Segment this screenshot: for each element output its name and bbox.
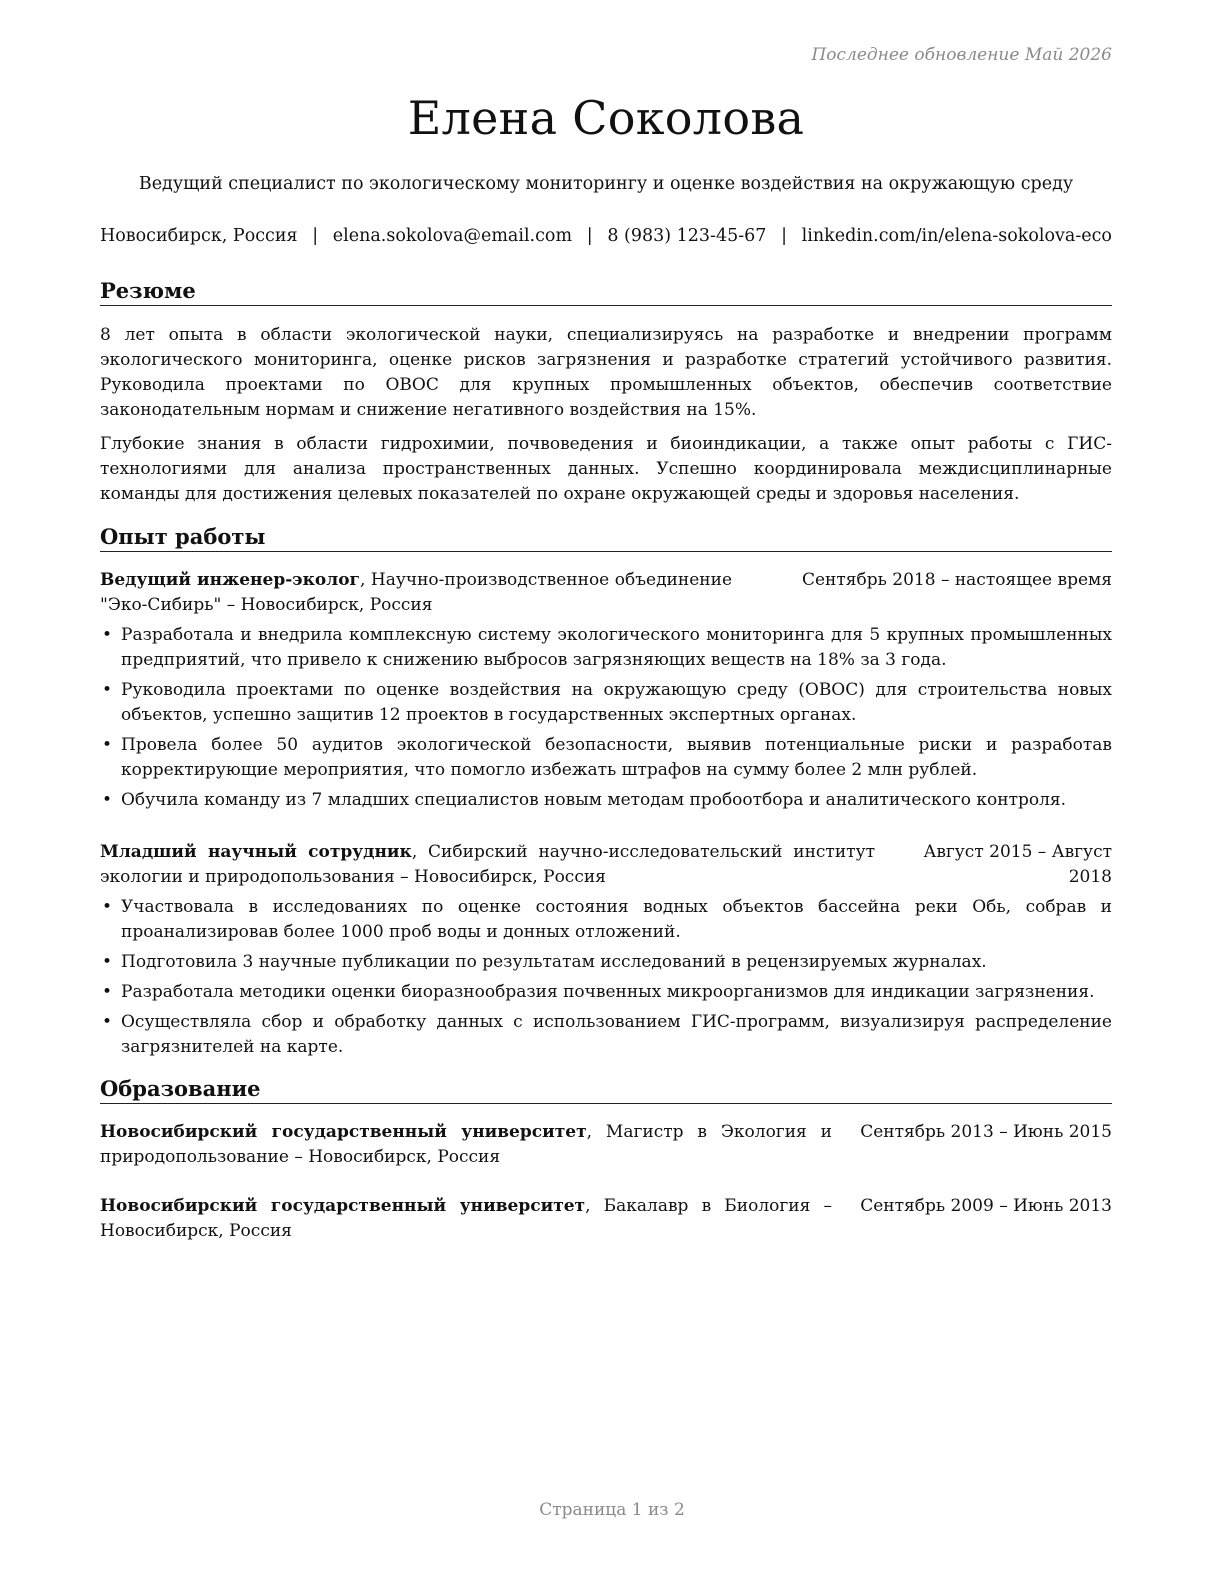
bullet-list [100, 895, 1112, 1060]
job-title: Ведущий инженер-эколог [100, 570, 360, 590]
entry-header [100, 840, 1112, 890]
last-updated-note: Последнее обновление Май 2026 [811, 45, 1112, 65]
bullet-item: • Разработала методики оценки биоразнообразия почвенных микроорганизмов для индикации загрязнения. [100, 980, 1112, 1005]
page-footer: Страница 1 из 2 [539, 1500, 685, 1520]
bullet-item: • Руководила проектами по оценке воздействия на окружающую среду (ОВОС) для строительства новых объектов, успешно защитив 12 проектов в государственных экспертных органах. [100, 678, 1112, 728]
degree-details: , Бакалавр в Биология – Новосибирск, Россия [100, 1196, 833, 1241]
summary-paragraph: Глубокие знания в области гидрохимии, почвоведения и биоиндикации, а также опыт работы с ГИС-технологиями для анализа пространственных данных. Успешно координировала междисциплинарные команды для достижения целевых показателей по охране окружающей среды и здоровья населения. [100, 434, 1112, 504]
contact-separator: | [312, 226, 319, 246]
bullet-item: • Обучила команду из 7 младших специалистов новым методам пробоотбора и аналитического контроля. [100, 788, 1112, 813]
education-entry [100, 1120, 1112, 1170]
experience-entry [100, 568, 1112, 813]
entry-header [100, 568, 1112, 618]
resume-page [100, 40, 1112, 1244]
section-title-education: Образование [100, 1076, 1112, 1104]
contact-phone: 8 (983) 123-45-67 [607, 226, 767, 246]
bullet-item: • Участвовала в исследованиях по оценке состояния водных объектов бассейна реки Обь, собрав и проанализировав более 1000 проб воды и донных отложений. [100, 895, 1112, 945]
education-entry [100, 1194, 1112, 1244]
headline: Ведущий специалист по экологическому мониторингу и оценке воздействия на окружающую среду [138, 174, 1074, 194]
entry-role-org [100, 568, 732, 618]
education-school-degree [100, 1194, 832, 1244]
education-section [100, 1076, 1112, 1244]
employer: , Сибирский научно-исследовательский институт экологии и природопользования – Новосибирск, Россия [100, 842, 875, 887]
education-dates: Сентябрь 2009 – Июнь 2013 [860, 1196, 1112, 1216]
entry-dates: Сентябрь 2018 – настоящее время [801, 570, 1112, 590]
contact-separator: | [586, 226, 593, 246]
entry-dates: Август 2015 – Август 2018 [923, 842, 1112, 887]
bullet-item: • Разработала и внедрила комплексную систему экологического мониторинга для 5 крупных промышленных предприятий, что привело к снижению выбросов загрязняющих веществ на 18% за 3 года. [100, 623, 1112, 673]
section-title-experience: Опыт работы [100, 524, 1112, 552]
contact-email[interactable]: elena.sokolova@email.com [332, 226, 573, 246]
education-dates: Сентябрь 2013 – Июнь 2015 [860, 1122, 1112, 1142]
school-name: Новосибирский государственный университет [100, 1122, 587, 1142]
contact-location: Новосибирск, Россия [100, 226, 298, 246]
section-title-summary: Резюме [100, 278, 1112, 306]
education-school-degree [100, 1120, 832, 1170]
degree-details: , Магистр в Экология и природопользование – Новосибирск, Россия [100, 1122, 833, 1167]
job-title: Младший научный сотрудник [100, 842, 412, 862]
summary-paragraph: 8 лет опыта в области экологической науки, специализируясь на разработке и внедрении программ экологического мониторинга, оценке рисков загрязнения и разработке стратегий устойчивого развития. Руководила проектами по ОВОС для крупных промышленных объектов, обеспечив соответствие законодательным нормам и снижение негативного воздействия на 15%. [100, 325, 1112, 420]
school-name: Новосибирский государственный университет [100, 1196, 586, 1216]
experience-entry [100, 840, 1112, 1060]
contact-line [100, 224, 1112, 248]
candidate-name: Елена Соколова [407, 91, 805, 145]
experience-section [100, 524, 1112, 1060]
contact-linkedin[interactable]: linkedin.com/in/elena-sokolova-eco [801, 226, 1112, 246]
summary-section [100, 278, 1112, 507]
bullet-item: • Провела более 50 аудитов экологической безопасности, выявив потенциальные риски и разработав корректирующие мероприятия, что помогло избежать штрафов на сумму более 2 млн рублей. [100, 733, 1112, 783]
bullet-list [100, 623, 1112, 813]
bullet-item: • Осуществляла сбор и обработку данных с использованием ГИС-программ, визуализируя распределение загрязнителей на карте. [100, 1010, 1112, 1060]
employer: , Научно-производственное объединение "Эко-Сибирь" – Новосибирск, Россия [100, 570, 732, 615]
bullet-item: • Подготовила 3 научные публикации по результатам исследований в рецензируемых журналах. [100, 950, 1112, 975]
contact-separator: | [781, 226, 787, 246]
entry-role-org [100, 840, 875, 890]
